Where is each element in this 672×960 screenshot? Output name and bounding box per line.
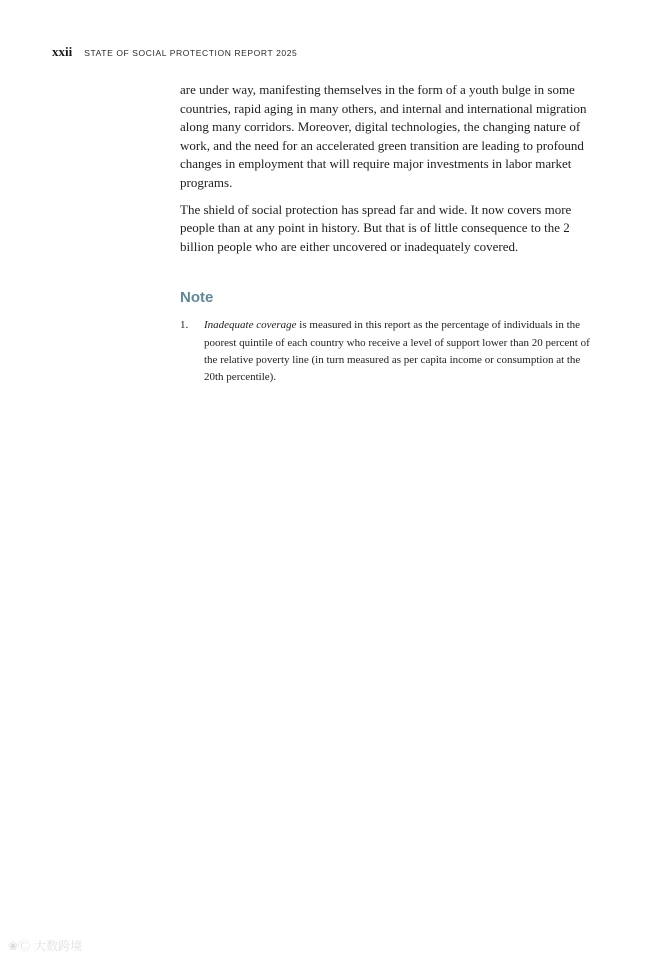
watermark-logo-icon: ❀Ⓒ [8, 939, 31, 953]
running-head [52, 44, 297, 60]
note-body: is measured in this report as the percentage of individuals in the poorest quintile of each country who receive a level of support lower than 20 percent of the relative poverty line (in turn measured as per capita income or consumption at the 20th percentile). [204, 319, 590, 383]
body-paragraph: The shield of social protection has spread far and wide. It now covers more people than at any point in history. But that is of little consequence to the 2 billion people who are either uncovered or inadequately covered. [180, 201, 572, 254]
body-column [180, 81, 598, 386]
report-title: STATE OF SOCIAL PROTECTION REPORT 2025 [84, 48, 298, 58]
body-paragraph: are under way, manifesting themselves in the form of a youth bulge in some countries, rapid aging in many others, and internal and international migration along many corridors. Moreover, digital technologies, the changing nature of work, and the need for an accelerated green transition are leading to profound changes in employment that will require major investments in labor market programs. [180, 82, 587, 190]
note-number: 1. [180, 319, 189, 332]
note-term: Inadequate coverage [204, 319, 297, 332]
note-text [204, 317, 590, 386]
watermark [8, 937, 82, 954]
watermark-text: 大数跨境 [34, 939, 83, 953]
page-number: xxii [52, 44, 73, 59]
note-item [180, 317, 598, 386]
notes-heading: Note [180, 289, 214, 307]
